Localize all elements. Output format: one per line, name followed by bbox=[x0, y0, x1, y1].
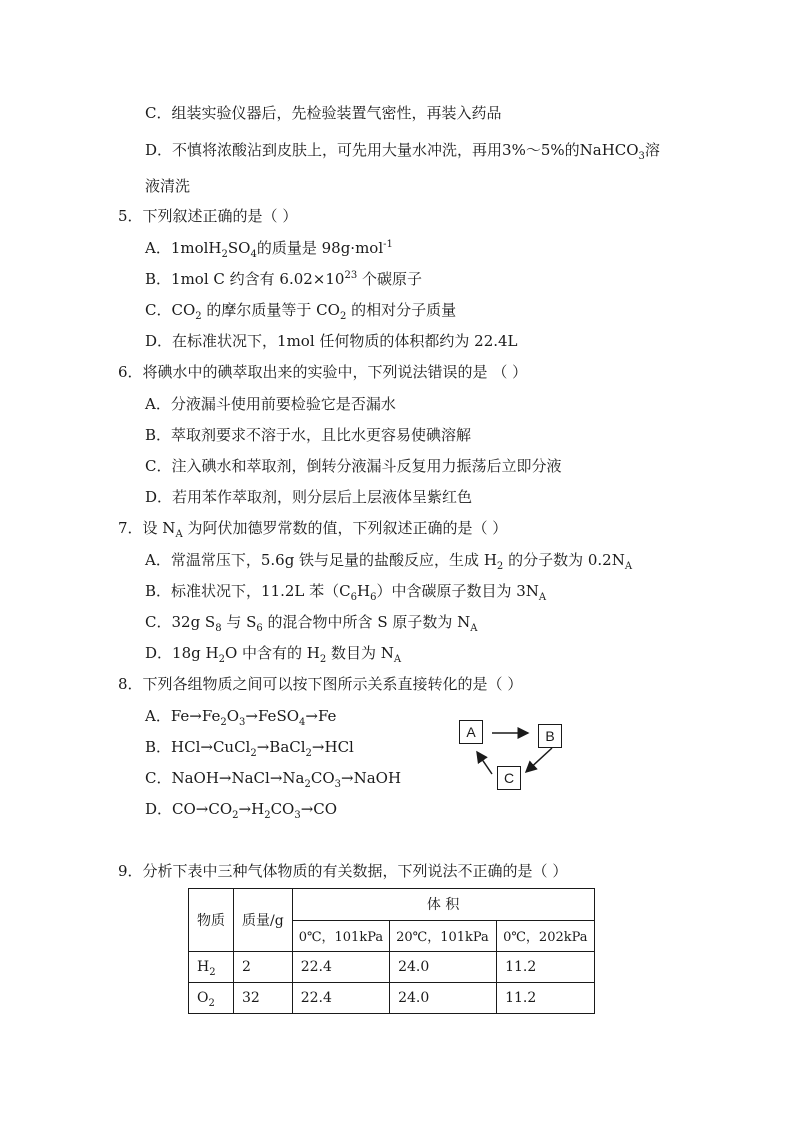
text: 为阿伏加德罗常数的值，下列叙述正确的是（ ） bbox=[182, 519, 508, 537]
sub: 2 bbox=[209, 966, 216, 978]
cell-v2: 24.0 bbox=[390, 983, 497, 1014]
sub: A bbox=[624, 561, 633, 572]
cell-v1: 22.4 bbox=[292, 952, 389, 983]
q9-stem: 9．分析下表中三种气体物质的有关数据，下列说法不正确的是（ ） bbox=[118, 862, 568, 880]
sub: 3 bbox=[294, 810, 301, 821]
sub: 6 bbox=[350, 592, 358, 603]
q4-d-sub: 3 bbox=[638, 151, 645, 162]
cell-v3: 11.2 bbox=[497, 983, 594, 1014]
text: CO bbox=[270, 800, 295, 818]
q6-option-b: B．萃取剂要求不溶于水，且比水更容易使碘溶解 bbox=[145, 426, 472, 444]
q4-d-text: D．不慎将浓酸沾到皮肤上，可先用大量水冲洗，再用3%～5%的NaHCO bbox=[145, 141, 639, 159]
text: →CO bbox=[300, 800, 338, 818]
node-b: B bbox=[538, 724, 562, 748]
cell-mass: 2 bbox=[234, 952, 293, 983]
text: 的相对分子质量 bbox=[346, 301, 457, 319]
text: B．HCl→CuCl bbox=[145, 738, 251, 756]
sub: 6 bbox=[256, 623, 263, 634]
q6-option-d: D．若用苯作萃取剂，则分层后上层液体呈紫红色 bbox=[145, 488, 473, 506]
text: →FeSO bbox=[245, 707, 300, 725]
cell-v1: 22.4 bbox=[292, 983, 389, 1014]
q7-option-d bbox=[145, 643, 401, 663]
text: D．18g H bbox=[145, 644, 219, 662]
q8-option-a bbox=[145, 706, 336, 726]
text: ）中含碳原子数目为 3N bbox=[376, 582, 539, 600]
header-cond-3: 0℃，202kPa bbox=[497, 920, 594, 952]
text: C．32g S bbox=[145, 613, 216, 631]
text: 的质量是 98g·mol bbox=[256, 239, 384, 257]
sub: 4 bbox=[299, 717, 306, 728]
sub: A bbox=[175, 529, 183, 540]
q4-option-d bbox=[145, 140, 660, 160]
q5-stem: 5．下列叙述正确的是（ ） bbox=[118, 207, 298, 225]
sub: 6 bbox=[370, 592, 377, 603]
text: H bbox=[357, 582, 371, 600]
q5-option-b bbox=[145, 269, 422, 289]
cell-v3: 11.2 bbox=[497, 952, 594, 983]
text: →HCl bbox=[311, 738, 354, 756]
header-cond-1: 0℃，101kPa bbox=[292, 920, 389, 952]
cell-mass: 32 bbox=[234, 983, 293, 1014]
q6-option-c: C．注入碘水和萃取剂，倒转分液漏斗反复用力振荡后立即分液 bbox=[145, 457, 562, 475]
text: A．1molH bbox=[145, 239, 222, 257]
q7-stem bbox=[118, 518, 507, 538]
text: C．NaOH→NaCl→Na bbox=[145, 769, 305, 787]
text: C．CO bbox=[145, 301, 196, 319]
text: →H bbox=[238, 800, 265, 818]
text: 的混合物中所含 S 原子数为 N bbox=[262, 613, 471, 631]
text: O 中含有的 H bbox=[224, 644, 320, 662]
sub: 3 bbox=[239, 717, 246, 728]
node-c: C bbox=[497, 766, 521, 790]
text: H bbox=[197, 959, 210, 975]
conversion-cycle-diagram bbox=[440, 712, 590, 802]
gas-data-table bbox=[188, 888, 595, 1014]
sub: A bbox=[538, 592, 547, 603]
text: →NaOH bbox=[341, 769, 402, 787]
q7-option-b bbox=[145, 581, 546, 601]
text: B．1mol C 约含有 6.02×10 bbox=[145, 270, 345, 288]
q8-option-c bbox=[145, 768, 401, 788]
sub: 8 bbox=[215, 623, 222, 634]
arrow-b-to-c bbox=[526, 748, 552, 772]
text: O bbox=[197, 990, 209, 1006]
arrow-c-to-a bbox=[477, 752, 492, 774]
header-volume: 体 积 bbox=[292, 889, 594, 921]
text: O bbox=[226, 707, 240, 725]
text: A．常温常压下，5.6g 铁与足量的盐酸反应，生成 H bbox=[145, 551, 497, 569]
text: B．标准状况下，11.2L 苯（C bbox=[145, 582, 351, 600]
q5-option-a bbox=[145, 238, 393, 258]
q8-option-d bbox=[145, 799, 337, 819]
sup: -1 bbox=[383, 239, 393, 250]
q6-stem: 6．将碘水中的碘萃取出来的实验中，下列说法错误的是 （ ） bbox=[118, 363, 528, 381]
q8-option-b bbox=[145, 737, 354, 757]
sub: 2 bbox=[339, 311, 347, 322]
text: 的摩尔质量等于 CO bbox=[201, 301, 340, 319]
sub: 2 bbox=[264, 810, 271, 821]
header-mass: 质量/g bbox=[234, 889, 293, 952]
q5-option-c bbox=[145, 300, 456, 320]
sub: 4 bbox=[250, 249, 257, 260]
text: D．CO→CO bbox=[145, 800, 233, 818]
table-row bbox=[189, 952, 595, 983]
header-cond-2: 20℃，101kPa bbox=[390, 920, 497, 952]
sub: 2 bbox=[195, 311, 202, 322]
q7-option-a bbox=[145, 550, 632, 570]
sub: 2 bbox=[221, 249, 228, 260]
text: 7．设 N bbox=[118, 519, 176, 537]
table-row bbox=[189, 983, 595, 1014]
text: CO bbox=[310, 769, 335, 787]
sub: A bbox=[393, 654, 402, 665]
header-substance: 物质 bbox=[189, 889, 234, 952]
text: A．Fe→Fe bbox=[145, 707, 221, 725]
text: 的分子数为 0.2N bbox=[503, 551, 625, 569]
q8-stem: 8．下列各组物质之间可以按下图所示关系直接转化的是（ ） bbox=[118, 675, 523, 693]
q4-option-c: C．组装实验仪器后，先检验装置气密性，再装入药品 bbox=[145, 104, 502, 122]
node-a: A bbox=[459, 720, 483, 744]
sub: 2 bbox=[220, 717, 227, 728]
sub: 3 bbox=[334, 779, 342, 790]
sub: 2 bbox=[304, 779, 311, 790]
cell-name bbox=[189, 983, 234, 1014]
text: 数目为 N bbox=[326, 644, 394, 662]
sub: 2 bbox=[218, 654, 225, 665]
text: →Fe bbox=[305, 707, 337, 725]
sup: 23 bbox=[344, 270, 358, 281]
sub: 2 bbox=[319, 654, 327, 665]
q7-option-c bbox=[145, 612, 478, 632]
text: 个碳原子 bbox=[357, 270, 422, 288]
q4-d-suffix: 溶 bbox=[644, 141, 660, 159]
cell-v2: 24.0 bbox=[390, 952, 497, 983]
text: 与 S bbox=[221, 613, 257, 631]
sub: A bbox=[470, 623, 478, 634]
sub: 2 bbox=[232, 810, 239, 821]
text: →BaCl bbox=[256, 738, 306, 756]
sub: 2 bbox=[208, 997, 215, 1009]
sub: 2 bbox=[305, 748, 312, 759]
q6-option-a: A．分液漏斗使用前要检验它是否漏水 bbox=[145, 395, 396, 413]
sub: 2 bbox=[496, 561, 504, 572]
cell-name bbox=[189, 952, 234, 983]
q4-option-d-cont: 液清洗 bbox=[145, 177, 191, 195]
text: SO bbox=[227, 239, 251, 257]
q5-option-d: D．在标准状况下，1mol 任何物质的体积都约为 22.4L bbox=[145, 332, 518, 350]
sub: 2 bbox=[250, 748, 257, 759]
